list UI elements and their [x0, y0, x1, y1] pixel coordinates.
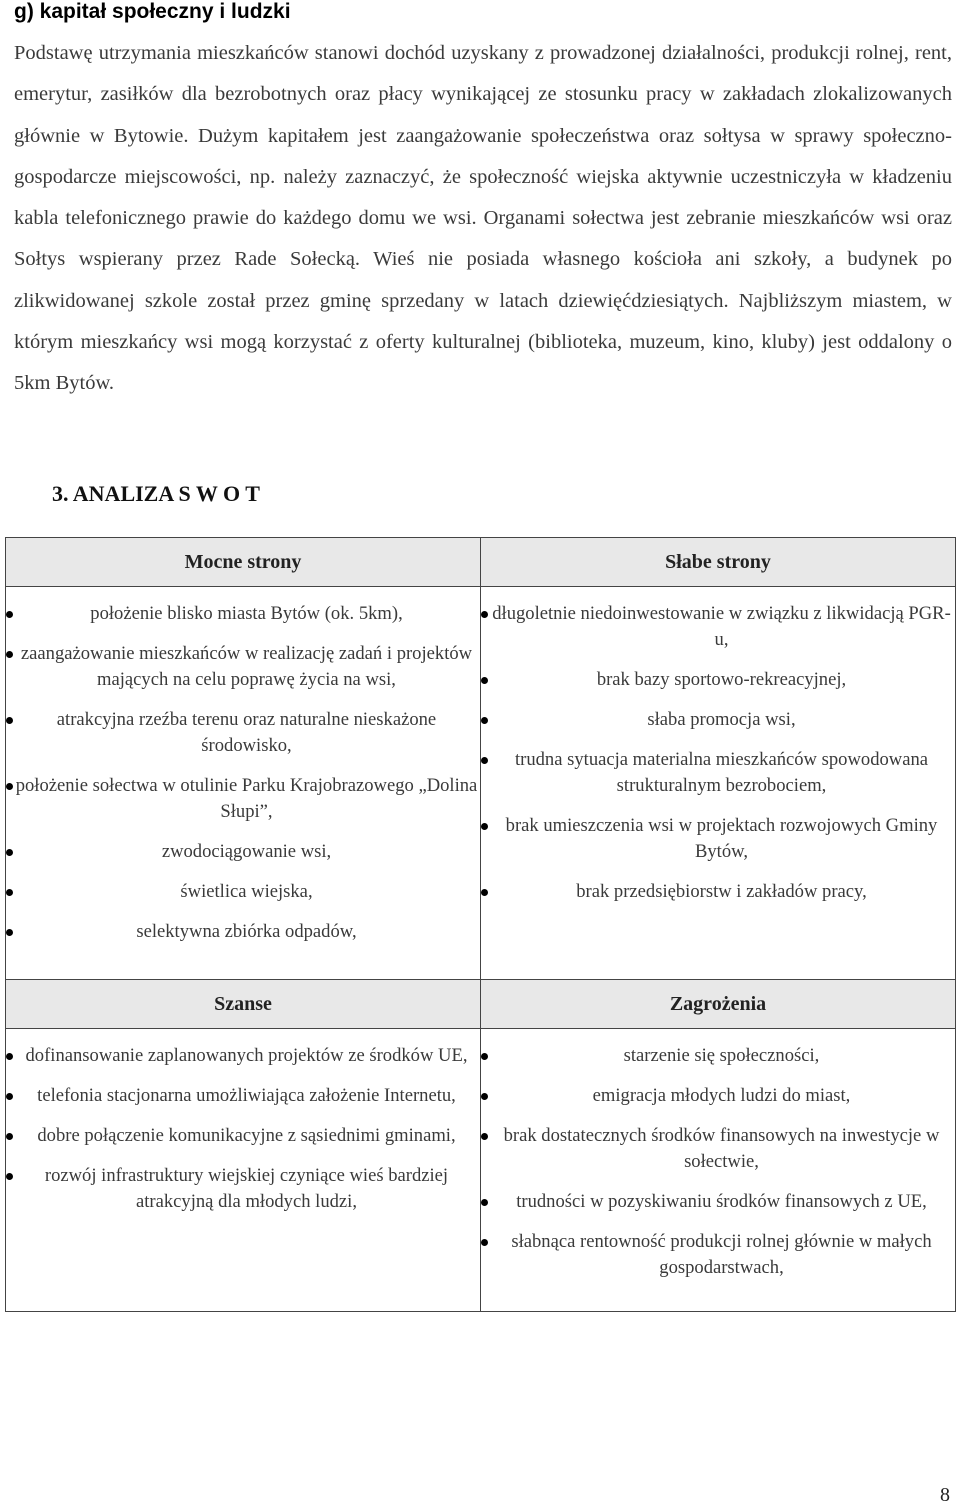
list-item: [6, 1163, 480, 1215]
list-item: [481, 813, 955, 865]
list-item: [481, 879, 955, 905]
list-item-text: emigracja młodych ludzi do miast,: [592, 1085, 851, 1106]
bullet-icon: [481, 1093, 488, 1100]
weaknesses-list: [481, 601, 955, 905]
list-item: [481, 1229, 955, 1281]
list-item-text: długoletnie niedoinwestowanie w związku z likwidacją PGR-u,: [492, 603, 951, 650]
list-item: [481, 667, 955, 693]
bullet-icon: [481, 889, 488, 896]
opportunities-cell: [6, 1029, 481, 1312]
bullet-icon: [6, 1133, 13, 1140]
list-item: [6, 641, 480, 693]
bullet-icon: [6, 889, 13, 896]
list-item: [481, 1043, 955, 1069]
list-item: [6, 839, 480, 865]
swot-table: [5, 537, 956, 1312]
list-item: [481, 601, 955, 653]
list-item-text: zwodociągowanie wsi,: [161, 841, 332, 862]
list-item-text: starzenie się społeczności,: [623, 1045, 820, 1066]
list-item-text: dofinansowanie zaplanowanych projektów ze środków UE,: [25, 1045, 468, 1066]
bullet-icon: [6, 651, 13, 658]
list-item: [481, 707, 955, 733]
opportunities-header: Szanse: [6, 980, 481, 1029]
bullet-icon: [481, 757, 488, 764]
list-item: [6, 601, 480, 627]
list-item-text: brak przedsiębiorstw i zakładów pracy,: [576, 881, 867, 902]
list-item-text: selektywna zbiórka odpadów,: [136, 921, 357, 942]
list-item-text: brak bazy sportowo-rekreacyjnej,: [596, 669, 847, 690]
list-item: [6, 707, 480, 759]
list-item: [481, 1123, 955, 1175]
list-item: [481, 1189, 955, 1215]
swot-title: 3. ANALIZA S W O T: [52, 481, 260, 506]
list-item-text: rozwój infrastruktury wiejskiej czyniące wieś bardziej atrakcyjną dla młodych ludzi,: [44, 1165, 449, 1212]
strengths-list: [6, 601, 480, 945]
bullet-icon: [6, 783, 13, 790]
list-item-text: brak umieszczenia wsi w projektach rozwojowych Gminy Bytów,: [505, 815, 938, 862]
list-item: [6, 1123, 480, 1149]
list-item-text: położenie blisko miasta Bytów (ok. 5km),: [90, 603, 403, 624]
list-item-text: trudności w pozyskiwaniu środków finansowych z UE,: [516, 1191, 927, 1212]
threats-header: Zagrożenia: [481, 980, 956, 1029]
list-item-text: dobre połączenie komunikacyjne z sąsiednimi gminami,: [37, 1125, 456, 1146]
opportunities-list: [6, 1043, 480, 1215]
list-item-text: atrakcyjna rzeźba terenu oraz naturalne nieskażone środowisko,: [56, 709, 437, 756]
bullet-icon: [481, 677, 488, 684]
bullet-icon: [481, 717, 488, 724]
weaknesses-header: Słabe strony: [481, 538, 956, 587]
list-item-text: trudna sytuacja materialna mieszkańców spowodowana strukturalnym bezrobociem,: [514, 749, 929, 796]
threats-list: [481, 1043, 955, 1281]
list-item-text: telefonia stacjonarna umożliwiająca założenie Internetu,: [37, 1085, 456, 1106]
bullet-icon: [6, 849, 13, 856]
bullet-icon: [6, 1093, 13, 1100]
bullet-icon: [481, 823, 488, 830]
strengths-cell: [6, 587, 481, 980]
bullet-icon: [481, 1133, 488, 1140]
bullet-icon: [6, 1053, 13, 1060]
bullet-icon: [6, 611, 13, 618]
list-item-text: brak dostatecznych środków finansowych na inwestycje w sołectwie,: [503, 1125, 940, 1172]
bullet-icon: [6, 1173, 13, 1180]
strengths-header: Mocne strony: [6, 538, 481, 587]
list-item-text: słabnąca rentowność produkcji rolnej głównie w małych gospodarstwach,: [511, 1231, 932, 1278]
list-item-text: zaangażowanie mieszkańców w realizację zadań i projektów mających na celu poprawę życia na wsi,: [20, 643, 473, 690]
list-item-text: słaba promocja wsi,: [647, 709, 796, 730]
section-heading: g) kapitał społeczny i ludzki: [14, 0, 291, 23]
list-item: [6, 879, 480, 905]
list-item: [6, 773, 480, 825]
list-item: [6, 1043, 480, 1069]
page-number: 8: [940, 1484, 950, 1506]
bullet-icon: [6, 717, 13, 724]
section-paragraph: Podstawę utrzymania mieszkańców stanowi dochód uzyskany z prowadzonej działalności, produkcji rolnej, rent, emerytur, zasiłków dla bezrobotnych oraz płacy wynikającej ze stosunku pracy w zakładach zlokalizowanych głównie w Bytowie. Dużym kapitałem jest zaangażowanie społeczeństwa oraz sołtysa w sprawy społeczno-gospodarcze miejscowości, np. należy zaznaczyć, że społeczność wiejska aktywnie uczestniczyła w kładzeniu kabla telefonicznego prawie do każdego domu we wsi. Organami sołectwa jest zebranie mieszkańców wsi oraz Sołtys wspierany przez Rade Sołecką. Wieś nie posiada własnego kościoła ani szkoły, a budynek po zlikwidowanej szkole został przez gminę sprzedany w latach dziewięćdziesiątych. Najbliższym miastem, w którym mieszkańcy wsi mogą korzystać z oferty kulturalnej (biblioteka, muzeum, kino, kluby) jest oddalony o 5km Bytów.: [14, 42, 952, 395]
bullet-icon: [6, 929, 13, 936]
bullet-icon: [481, 1199, 488, 1206]
list-item: [6, 1083, 480, 1109]
list-item: [481, 1083, 955, 1109]
list-item-text: świetlica wiejska,: [180, 881, 313, 902]
bullet-icon: [481, 1239, 488, 1246]
list-item-text: położenie sołectwa w otulinie Parku Krajobrazowego „Dolina Słupi”,: [15, 775, 478, 822]
list-item: [481, 747, 955, 799]
weaknesses-cell: [481, 587, 956, 980]
threats-cell: [481, 1029, 956, 1312]
bullet-icon: [481, 611, 488, 618]
bullet-icon: [481, 1053, 488, 1060]
list-item: [6, 919, 480, 945]
